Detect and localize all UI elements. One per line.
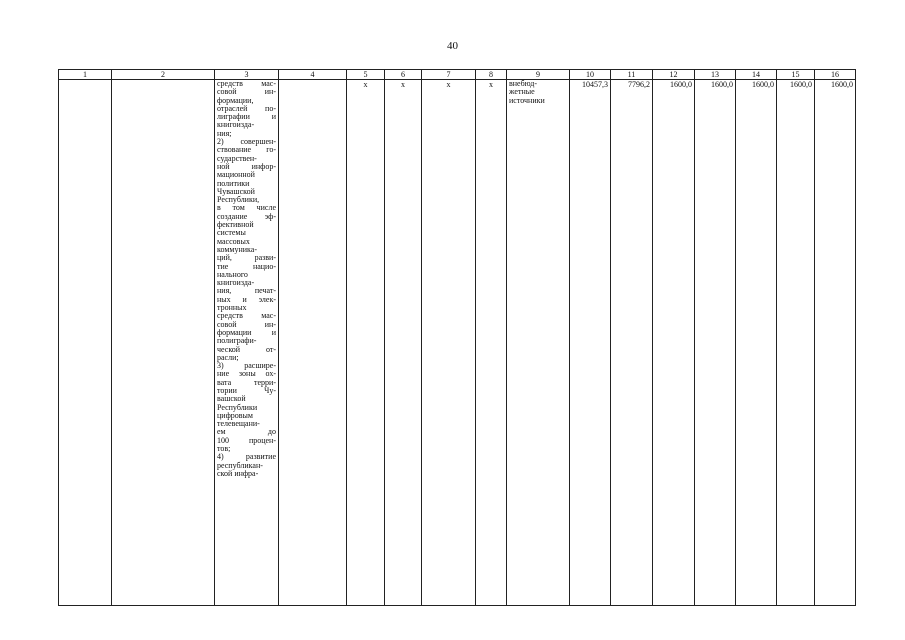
col9-text-lines xyxy=(509,80,567,105)
c3-text-line: 4) развитие xyxy=(217,452,276,462)
cell-col13: 1600,0 xyxy=(695,80,736,606)
cell-col16: 1600,0 xyxy=(815,80,856,606)
c3-text-line: лиграфии и xyxy=(217,112,276,122)
header-cell: 8 xyxy=(476,70,507,80)
header-cell: 11 xyxy=(611,70,653,80)
c3-text-line: сударствен- xyxy=(217,153,257,163)
cell-col7: x xyxy=(422,80,476,606)
c3-text-line: нального xyxy=(217,269,248,279)
header-cell: 4 xyxy=(279,70,347,80)
c3-text-line: массовых xyxy=(217,236,250,246)
c3-text-line: ем до xyxy=(217,427,276,437)
header-cell: 2 xyxy=(112,70,215,80)
c3-text-line: ных и элек- xyxy=(217,294,276,304)
c3-text-line: фективной xyxy=(217,220,254,230)
c3-text-line: отраслей по- xyxy=(217,103,276,113)
c3-text-line: политики xyxy=(217,178,250,188)
header-row xyxy=(59,70,856,80)
c3-text-line: вашской xyxy=(217,394,246,404)
cell-col9-funding-source xyxy=(507,80,570,606)
table-row xyxy=(59,80,856,606)
cell-col4 xyxy=(279,80,347,606)
header-cell: 9 xyxy=(507,70,570,80)
c3-text-line: 3) расшире- xyxy=(217,361,276,371)
c3-text-line: ствование го- xyxy=(217,145,276,155)
c3-text-line: 2) совершен- xyxy=(217,137,276,147)
header-cell: 13 xyxy=(695,70,736,80)
c3-text-line: Республики, xyxy=(217,195,260,205)
c3-text-line: ния, печат- xyxy=(217,286,276,296)
c3-text-line: ния; xyxy=(217,128,232,138)
cell-col14: 1600,0 xyxy=(736,80,777,606)
program-table xyxy=(58,69,856,606)
c3-text-line: тронных xyxy=(217,303,247,313)
c3-text-line: коммуника- xyxy=(217,244,257,254)
c3-text-line: в том числе xyxy=(217,203,276,213)
c3-text-line: вата терри- xyxy=(217,377,276,387)
header-cell: 14 xyxy=(736,70,777,80)
c9-text-line: жетные xyxy=(509,87,535,97)
c3-text-line: Республики xyxy=(217,402,258,412)
header-cell: 5 xyxy=(347,70,385,80)
c3-text-line: тории Чу- xyxy=(217,385,276,395)
cell-col1 xyxy=(59,80,112,606)
cell-col8: x xyxy=(476,80,507,606)
cell-col3-text xyxy=(215,80,279,606)
c3-text-line: республикан- xyxy=(217,460,263,470)
c3-text-line: ной инфор- xyxy=(217,161,276,171)
cell-col11: 7796,2 xyxy=(611,80,653,606)
cell-col15: 1600,0 xyxy=(777,80,815,606)
header-cell: 7 xyxy=(422,70,476,80)
c3-text-line: системы xyxy=(217,228,246,238)
c3-text-line: Чувашской xyxy=(217,186,255,196)
c3-text-line: ций, разви- xyxy=(217,253,276,263)
c3-text-line: средств мас- xyxy=(217,79,276,88)
c3-text-line: формации, xyxy=(217,95,254,105)
c3-text-line: совой ин- xyxy=(217,87,276,97)
cell-col2 xyxy=(112,80,215,606)
c3-text-line: ние зоны ох- xyxy=(217,369,276,379)
col3-text-lines xyxy=(217,80,276,478)
header-cell: 1 xyxy=(59,70,112,80)
c3-text-line: расли; xyxy=(217,352,239,362)
cell-col5: x xyxy=(347,80,385,606)
c9-text-line: источники xyxy=(509,95,545,105)
c3-text-line: формации и xyxy=(217,327,276,337)
header-cell: 6 xyxy=(385,70,422,80)
c9-text-line: внебюд- xyxy=(509,79,537,88)
c3-text-line: телевещани- xyxy=(217,419,260,429)
cell-col10: 10457,3 xyxy=(570,80,611,606)
cell-col12: 1600,0 xyxy=(653,80,695,606)
header-cell: 15 xyxy=(777,70,815,80)
c3-text-line: мационной xyxy=(217,170,255,180)
c3-text-line: полиграфи- xyxy=(217,336,257,346)
c3-text-line: создание эф- xyxy=(217,211,276,221)
page-number: 40 xyxy=(447,40,458,52)
c3-text-line: совой ин- xyxy=(217,319,276,329)
c3-text-line: книгоизда- xyxy=(217,278,255,288)
c3-text-line: средств мас- xyxy=(217,311,276,321)
c3-text-line: книгоизда- xyxy=(217,120,255,130)
header-cell: 3 xyxy=(215,70,279,80)
cell-col6: x xyxy=(385,80,422,606)
header-cell: 10 xyxy=(570,70,611,80)
c3-text-line: тов; xyxy=(217,444,231,454)
c3-text-line: цифровым xyxy=(217,410,253,420)
header-cell: 16 xyxy=(815,70,856,80)
header-cell: 12 xyxy=(653,70,695,80)
c3-text-line: 100 процен- xyxy=(217,435,276,445)
c3-text-line: тие нацио- xyxy=(217,261,276,271)
c3-text-line: ческой от- xyxy=(217,344,276,354)
c3-text-line: ской инфра- xyxy=(217,468,259,478)
